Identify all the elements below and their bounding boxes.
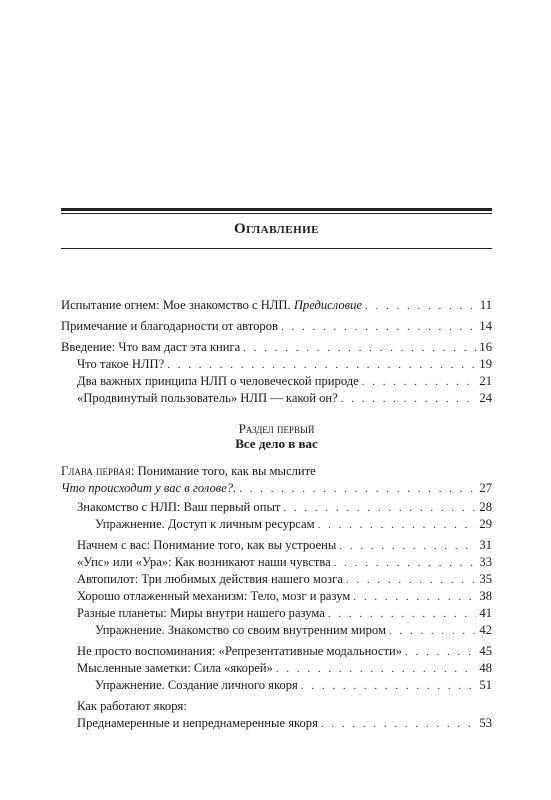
toc-entry-label: Два важных принципа НЛП о человеческой природе: [77, 374, 359, 388]
toc-entry-oops-hooray[interactable]: [77, 554, 492, 570]
toc-entry-label: Разные планеты: Миры внутри нашего разума: [77, 606, 325, 620]
top-rule-thin: [61, 213, 492, 214]
toc-entry-label: Упражнение. Знакомство со своим внутренним миром: [95, 623, 386, 637]
toc-page-number: 14: [479, 319, 492, 333]
toc-entry-label: Испытание огнем: Мое знакомство с НЛП.: [61, 298, 294, 312]
toc-page-number: 16: [479, 340, 492, 354]
chapter-label-rest: : Понимание того, как вы мыслите: [130, 464, 316, 478]
toc-entry-how-anchors-work[interactable]: [77, 698, 187, 714]
toc-title: Оглавление: [233, 221, 320, 237]
leader-dots: [341, 391, 477, 407]
toc-entry-start-with-you[interactable]: [77, 537, 492, 553]
toc-entry-label: Не просто воспоминания: «Репрезентативные модальности»: [77, 644, 403, 658]
toc-page-number: 33: [479, 555, 492, 569]
toc-entry-label: «Упс» или «Ура»: Как возникают наши чувства: [77, 555, 331, 569]
toc-entry-label: Автопилот: Три любимых действия нашего мозга: [77, 572, 343, 586]
leader-dots: [339, 538, 476, 554]
toc-entry-mechanism[interactable]: [77, 588, 492, 604]
toc-page-number: 53: [479, 716, 492, 730]
chapter-subtitle: Что происходит у вас в голове?.: [61, 481, 237, 495]
toc-entry-acknowledgements[interactable]: [61, 318, 492, 334]
leader-dots: [276, 661, 477, 677]
toc-page-number: 19: [479, 357, 492, 371]
toc-entry-foreword[interactable]: [61, 297, 492, 313]
chapter-label-caps: Глава первая: [61, 464, 131, 478]
top-rule-thick: [61, 208, 492, 211]
toc-entry-anchors[interactable]: [77, 660, 492, 676]
toc-page-number: 38: [479, 589, 492, 603]
toc-entry-label: Примечание и благодарности от авторов: [61, 319, 278, 333]
leader-dots: [283, 500, 476, 516]
toc-entry-planets[interactable]: [77, 605, 492, 621]
toc-page-number: 11: [479, 298, 492, 312]
toc-entry-label-italic: Предисловие: [293, 298, 363, 312]
section-title: Все дело в вас: [235, 436, 318, 451]
toc-entry-label: Знакомство с НЛП: Ваш первый опыт: [77, 500, 281, 514]
toc-page-number: 21: [479, 374, 492, 388]
chapter-subtitle-entry[interactable]: [61, 480, 492, 496]
toc-entry-label: Мысленные заметки: Сила «якорей»: [77, 661, 273, 675]
section-kicker: Раздел первый: [238, 421, 315, 436]
toc-page-number: 24: [479, 391, 492, 405]
toc-entry-modalities[interactable]: [77, 643, 492, 659]
toc-entry-label: Хорошо отлаженный механизм: Тело, мозг и разум: [77, 589, 351, 603]
leader-dots: [362, 374, 477, 390]
toc-entry-introduction[interactable]: [61, 339, 492, 355]
toc-page-number: 42: [479, 623, 492, 637]
toc-entry-label: Введение: Что вам даст эта книга: [61, 340, 241, 354]
leader-dots: [353, 589, 476, 605]
leader-dots: [301, 678, 477, 694]
toc-entry-label: Упражнение. Создание личного якоря: [95, 678, 298, 692]
toc-entry-first-experience[interactable]: [77, 499, 492, 515]
leader-dots: [239, 481, 476, 497]
leader-dots: [334, 555, 477, 571]
toc-entry-exercise-inner-world[interactable]: [95, 622, 492, 638]
toc-page-number: 28: [479, 500, 492, 514]
leader-dots: [243, 340, 476, 356]
toc-entry-autopilot[interactable]: [77, 571, 492, 587]
toc-entry-label: Упражнение. Доступ к личным ресурсам: [95, 517, 315, 531]
toc-page-number: 51: [479, 678, 492, 692]
toc-page-number: 41: [479, 606, 492, 620]
chapter-heading[interactable]: [61, 463, 316, 479]
toc-page-number: 31: [479, 538, 492, 552]
toc-entry-power-user[interactable]: [77, 390, 492, 406]
toc-page-number: 48: [479, 661, 492, 675]
leader-dots: [321, 716, 477, 732]
toc-page-number: 29: [479, 517, 492, 531]
toc-entry-exercise-anchor[interactable]: [95, 677, 492, 693]
leader-dots: [346, 572, 477, 588]
toc-entry-label: Начнем с вас: Понимание того, как вы устроены: [77, 538, 337, 552]
leader-dots: [328, 606, 477, 622]
toc-entry-label: Преднамеренные и непреднамеренные якоря: [77, 716, 318, 730]
leader-dots: [405, 644, 476, 660]
toc-page-number: 45: [479, 644, 492, 658]
toc-entry-label: «Продвинутый пользователь» НЛП — какой он?: [77, 391, 338, 405]
leader-dots: [167, 357, 476, 373]
toc-page-number: 27: [479, 481, 492, 495]
toc-entry-two-principles[interactable]: [77, 373, 492, 389]
toc-entry-label: Что такое НЛП?: [77, 357, 165, 371]
leader-dots: [365, 298, 477, 314]
title-rule: [61, 248, 492, 249]
toc-entry-exercise-resources[interactable]: [95, 516, 492, 532]
toc-entry-label: Как работают якоря:: [77, 699, 187, 713]
leader-dots: [318, 517, 477, 533]
leader-dots: [389, 623, 476, 639]
leader-dots: [281, 319, 476, 335]
toc-page-number: 35: [479, 572, 492, 586]
toc-entry-intentional-anchors[interactable]: [77, 715, 492, 731]
toc-entry-what-is-nlp[interactable]: [77, 356, 492, 372]
